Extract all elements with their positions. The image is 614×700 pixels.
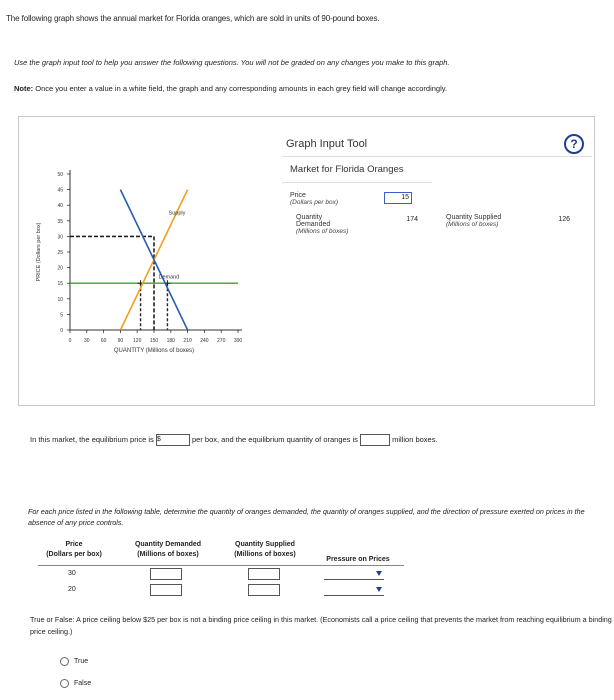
y-tick-label: 10 <box>57 296 63 303</box>
table-intro: For each price listed in the following table, determine the quantity of oranges demanded, the quantity of oranges supplied, and the direction of pressure exerted on prices in the absence of any price controls. <box>28 507 585 527</box>
x-tick-label: 180 <box>166 338 175 344</box>
x-tick-label: 60 <box>100 338 107 344</box>
y-tick-label: 15 <box>57 281 63 288</box>
row-price: 30 <box>68 570 76 577</box>
header-qs-label: Quantity Supplied <box>235 541 295 548</box>
qd-input-row1[interactable] <box>150 568 182 580</box>
x-tick-label: 240 <box>200 338 209 344</box>
y-tick-label: 20 <box>57 265 63 272</box>
header-pressure: Pressure on Prices <box>326 556 390 563</box>
x-tick-label: 0 <box>68 338 72 344</box>
y-tick-label: 30 <box>57 234 63 241</box>
header-qs <box>222 540 308 560</box>
option-true-label: True <box>74 658 89 665</box>
header-qs-unit: (Millions of boxes) <box>234 551 296 558</box>
header-price <box>38 540 110 560</box>
chevron-down-icon <box>376 571 382 576</box>
row-price: 20 <box>68 586 76 593</box>
pressure-dropdown-row2[interactable] <box>324 584 384 596</box>
eq-text-2: per box, and the equilibrium quantity of oranges is <box>192 434 358 444</box>
y-tick-label: 5 <box>60 312 63 319</box>
qd-label-2: Demanded <box>296 221 331 228</box>
price-input[interactable]: 15 <box>384 192 412 204</box>
currency-symbol: $ <box>156 436 161 443</box>
x-tick-label: 300 <box>233 338 243 344</box>
tool-divider <box>282 182 432 183</box>
qd-label <box>296 214 348 235</box>
qs-label-text: Quantity Supplied <box>446 214 502 221</box>
tool-title: Graph Input Tool <box>286 138 368 150</box>
qs-value: 126 <box>558 216 570 223</box>
instructions-text: Use the graph input tool to help you answer the following questions. You will not be graded on any changes you make to this graph. <box>14 58 450 67</box>
price-unit: (Dollars per box) <box>290 199 339 206</box>
chevron-down-icon <box>376 587 382 592</box>
header-price-unit: (Dollars per box) <box>46 551 102 558</box>
market-label: Market for Florida Oranges <box>290 164 404 175</box>
note-text: Once you enter a value in a white field, the graph and any corresponding amounts in each grey field will change accordingly. <box>35 84 448 93</box>
y-tick-label: 50 <box>57 172 63 178</box>
note <box>14 84 447 93</box>
qs-unit: (Millions of boxes) <box>446 221 499 228</box>
qd-label-1: Quantity <box>296 214 323 221</box>
header-qd <box>122 540 214 560</box>
qd-unit: (Millions of boxes) <box>296 228 349 235</box>
radio-false[interactable] <box>60 679 69 688</box>
header-qd-unit: (Millions of boxes) <box>137 551 199 558</box>
demand-label: Demand <box>158 274 180 281</box>
qs-input-row2[interactable] <box>248 584 280 596</box>
y-tick-label: 25 <box>57 250 63 256</box>
y-tick-label: 0 <box>60 328 63 334</box>
tool-divider <box>282 156 592 157</box>
note-label: Note: <box>14 84 34 93</box>
x-tick-label: 150 <box>149 338 159 344</box>
equilibrium-price-input[interactable] <box>156 434 190 446</box>
graph-input-tool <box>272 130 592 260</box>
radio-true[interactable] <box>60 657 69 666</box>
option-false-label: False <box>74 680 92 687</box>
qs-input-row1[interactable] <box>248 568 280 580</box>
x-tick-label: 30 <box>84 338 90 344</box>
y-axis-label: PRICE (Dollars per box) <box>36 222 42 282</box>
x-tick-label: 120 <box>133 338 142 344</box>
price-label-text: Price <box>290 192 306 199</box>
equilibrium-quantity-input[interactable] <box>360 434 390 446</box>
intro-text: The following graph shows the annual market for Florida oranges, which are sold in units of 90-pound boxes. <box>6 14 380 23</box>
qd-value: 174 <box>406 216 418 223</box>
x-axis-label: QUANTITY (Millions of boxes) <box>113 348 195 354</box>
true-false-question: True or False: A price ceiling below $25 per box is not a binding price ceiling in this market. (Economists call a price ceiling that prevents the market from reaching equilibrium a binding price ceiling.) <box>30 615 612 636</box>
help-icon[interactable]: ? <box>564 134 584 154</box>
y-tick-label: 40 <box>57 203 63 210</box>
equilibrium-question <box>30 434 438 446</box>
x-tick-label: 90 <box>117 338 124 344</box>
eq-text-1: In this market, the equilibrium price is <box>30 434 154 444</box>
x-tick-label: 210 <box>183 338 192 344</box>
price-label <box>290 192 338 206</box>
header-price-label: Price <box>65 541 83 548</box>
table-header-rule <box>38 565 404 566</box>
y-tick-label: 35 <box>57 218 63 225</box>
eq-text-3: million boxes. <box>392 434 438 444</box>
pressure-dropdown-row1[interactable] <box>324 568 384 580</box>
x-tick-label: 270 <box>217 338 226 344</box>
qs-label <box>446 214 501 228</box>
market-chart[interactable] <box>30 160 270 380</box>
qd-input-row2[interactable] <box>150 584 182 596</box>
y-tick-label: 45 <box>57 187 63 194</box>
supply-label: Supply <box>168 210 186 217</box>
header-qd-label: Quantity Demanded <box>134 541 202 548</box>
